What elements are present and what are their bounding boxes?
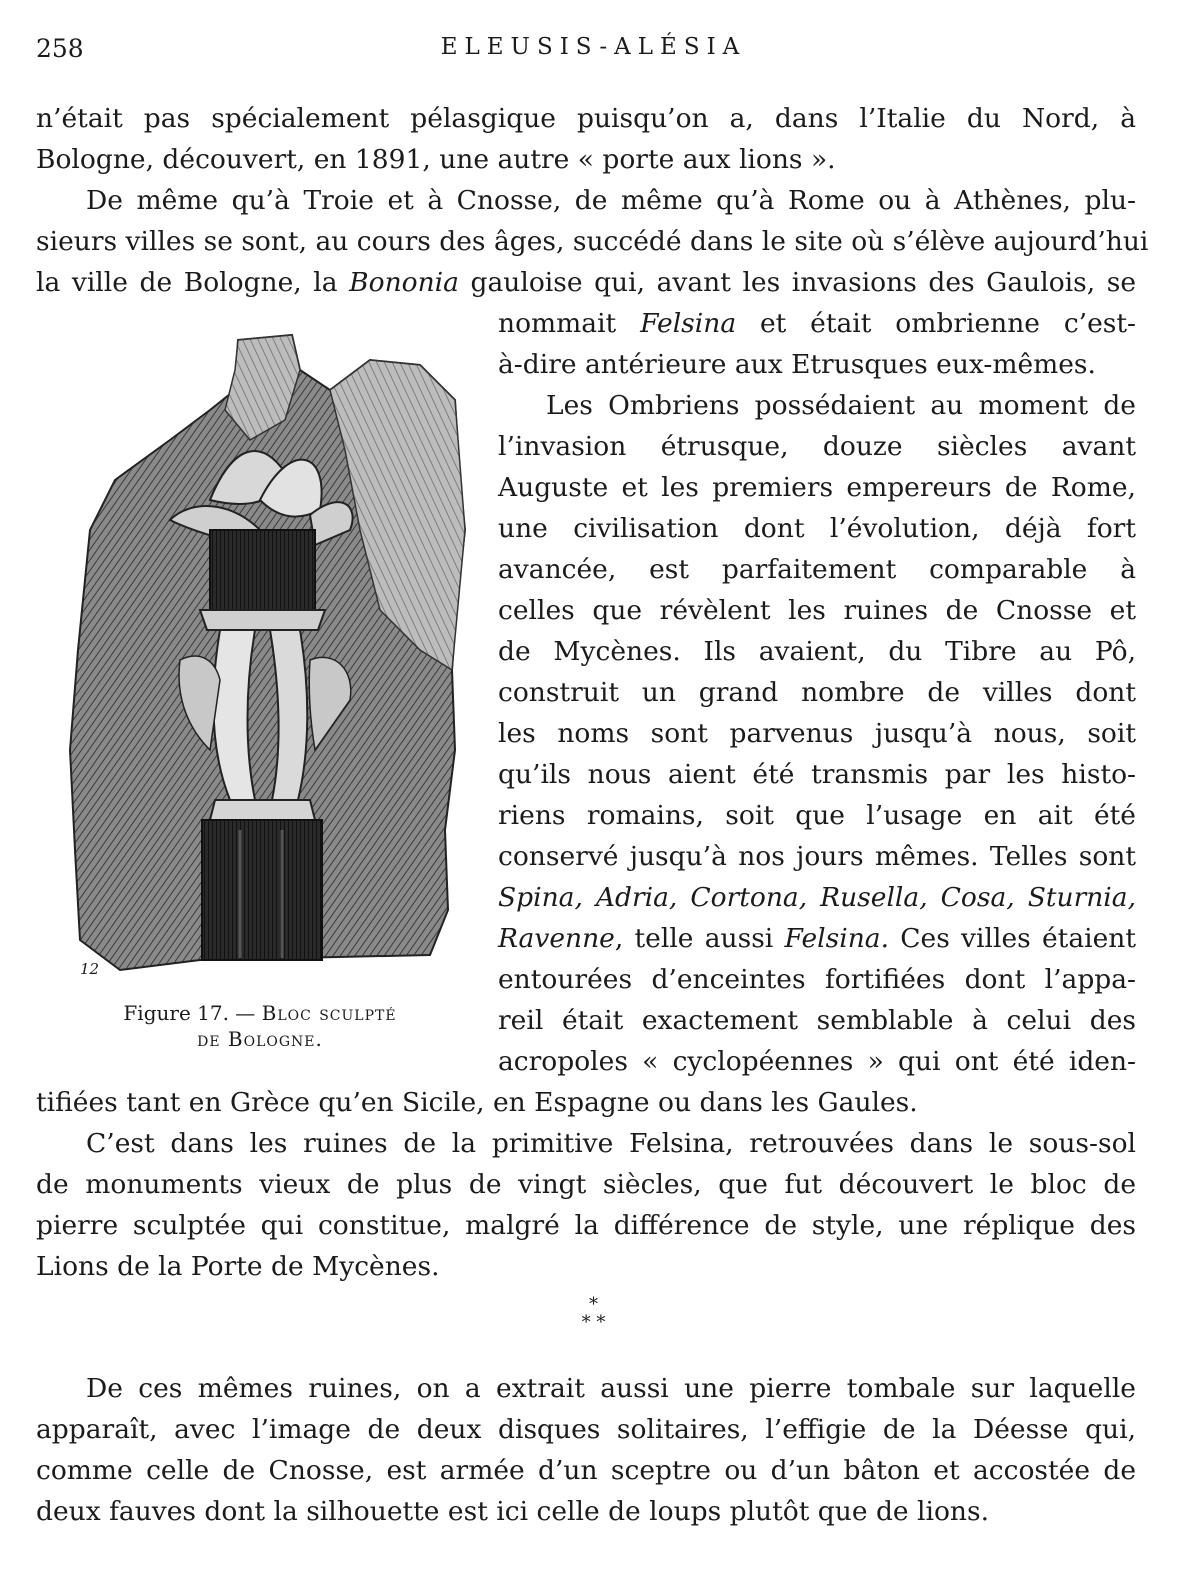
text-line: nommait Felsina et était ombrienne c’est- [498,308,1136,339]
text-line: Spina, Adria, Cortona, Rusella, Cosa, Sturnia, [498,882,1136,913]
text-line: Bologne, découvert, en 1891, une autre « porte aux lions ». [36,144,836,175]
text-line: Les Ombriens possédaient au moment de [546,390,1136,421]
text-line: conservé jusqu’à nos jours mêmes. Telles sont [498,841,1136,872]
text-line: De ces mêmes ruines, on a extrait aussi une pierre tombale sur laquelle [86,1373,1136,1404]
text-line: acropoles « cyclopéennes » qui ont été iden- [498,1046,1136,1077]
text-line: de Mycènes. Ils avaient, du Tibre au Pô, [498,636,1136,667]
text-line: entourées d’enceintes fortifiées dont l’appa- [498,964,1136,995]
text-line: la ville de Bologne, la Bononia gauloise qui, avant les invasions des Gaulois, se [36,267,1136,298]
text-line: sieurs villes se sont, au cours des âges, succédé dans le site où s’élève aujourd’hui [36,226,1149,257]
text-line: Ravenne, telle aussi Felsina. Ces villes étaient [498,923,1136,954]
text-line: De même qu’à Troie et à Cnosse, de même qu’à Rome ou à Athènes, plu- [86,185,1136,216]
text-line: de monuments vieux de plus de vingt siècles, que fut découvert le bloc de [36,1169,1136,1200]
text-line: à-dire antérieure aux Etrusques eux-mêmes. [498,349,1096,380]
text-line: l’invasion étrusque, douze siècles avant [498,431,1136,462]
text-line: reil était exactement semblable à celui des [498,1005,1136,1036]
page-number: 258 [36,34,84,63]
text-line: pierre sculptée qui constitue, malgré la différence de style, une réplique des [36,1210,1136,1241]
text-line: apparaît, avec l’image de deux disques solitaires, l’effigie de la Déesse qui, [36,1414,1136,1445]
text-line: Lions de la Porte de Mycènes. [36,1251,440,1282]
section-separator: * * * [581,1294,606,1333]
text-line: n’était pas spécialement pélasgique puisqu’on a, dans l’Italie du Nord, à [36,103,1136,134]
text-line: qu’ils nous aient été transmis par les histo- [498,759,1136,790]
text-line: C’est dans les ruines de la primitive Felsina, retrouvées dans le sous-sol [86,1128,1136,1159]
text-line: tifiées tant en Grèce qu’en Sicile, en Espagne ou dans les Gaules. [36,1087,918,1118]
engraver-mark: 12 [80,960,100,978]
running-title: ELEUSIS-ALÉSIA [440,34,747,60]
text-line: Auguste et les premiers empereurs de Rome, [498,472,1136,503]
text-line: une civilisation dont l’évolution, déjà fort [498,513,1136,544]
figure-caption: Figure 17. — Bloc sculpté de Bologne. [123,1001,397,1051]
text-line: deux fauves dont la silhouette est ici celle de loups plutôt que de lions. [36,1496,990,1527]
text-line: comme celle de Cnosse, est armée d’un sceptre ou d’un bâton et accostée de [36,1455,1136,1486]
figure-sculpted-block [60,330,480,980]
page-header [0,34,1187,74]
engraving-illustration [60,330,480,980]
text-line: construit un grand nombre de villes dont [498,677,1136,708]
text-line: avancée, est parfaitement comparable à [498,554,1136,585]
text-line: riens romains, soit que l’usage en ait été [498,800,1136,831]
text-line: celles que révèlent les ruines de Cnosse et [498,595,1136,626]
text-line: les noms sont parvenus jusqu’à nous, soit [498,718,1136,749]
